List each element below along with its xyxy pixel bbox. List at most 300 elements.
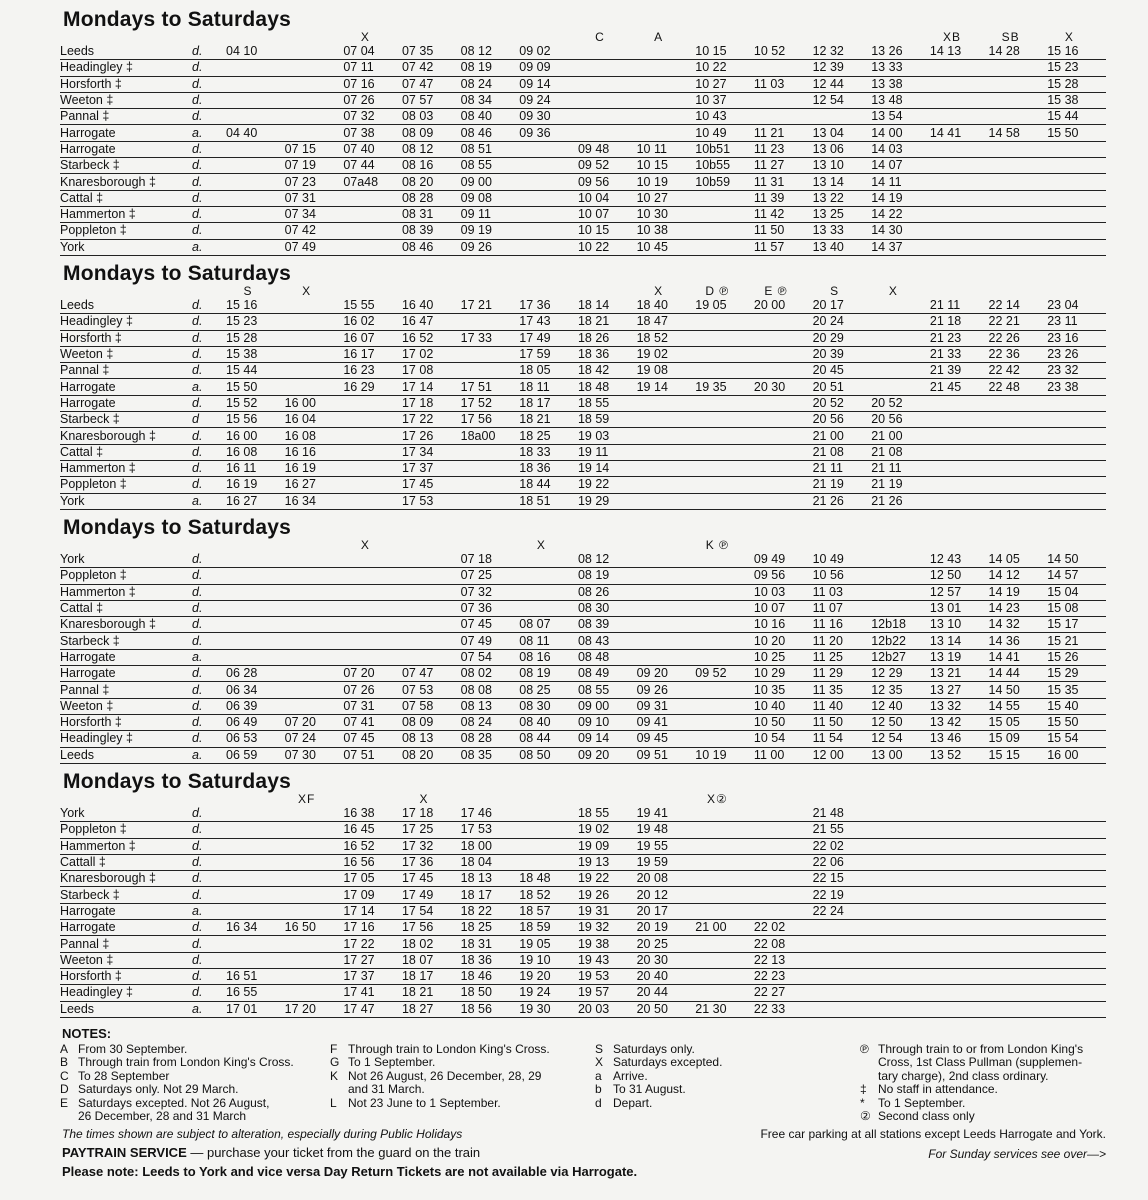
time-cell: 18 02 (402, 936, 461, 952)
time-cell: 14 50 (989, 682, 1048, 698)
arrive-depart: d. (192, 444, 226, 460)
time-cell: 18 11 (519, 379, 578, 395)
notes-column-2 (330, 1043, 580, 1110)
time-cell: 20 17 (637, 903, 696, 919)
arrive-depart: d. (192, 714, 226, 730)
time-cell (578, 76, 637, 92)
time-cell: 17 05 (343, 871, 402, 887)
time-cell (637, 395, 696, 411)
time-cell (989, 1001, 1048, 1017)
note-text: and 31 March. (348, 1082, 425, 1097)
time-cell: 17 36 (519, 298, 578, 314)
time-cell: 12 40 (871, 698, 930, 714)
table-row (60, 141, 1106, 157)
time-cell: 17 52 (461, 395, 520, 411)
arrive-depart: d. (192, 141, 226, 157)
time-cell (989, 493, 1048, 509)
time-cell: 13 40 (813, 239, 872, 255)
time-cell: 13 04 (813, 125, 872, 141)
time-cell: 19 22 (578, 477, 637, 493)
section-title: Mondays to Saturdays (63, 516, 292, 539)
station-name: Harrogate (60, 125, 192, 141)
time-cell: 17 22 (343, 936, 402, 952)
time-cell: 07 40 (343, 141, 402, 157)
time-cell: 19 29 (578, 493, 637, 509)
time-cell: 07 57 (402, 92, 461, 108)
table-row (60, 444, 1106, 460)
time-cell (285, 584, 344, 600)
time-cell: 14 05 (989, 552, 1048, 568)
time-cell: 18 14 (578, 298, 637, 314)
time-cell: 11 40 (813, 698, 872, 714)
station-name: Headingley ‡ (60, 731, 192, 747)
station-name: Cattal ‡ (60, 444, 192, 460)
time-cell: 11 23 (754, 141, 813, 157)
time-cell: 10 07 (578, 206, 637, 222)
time-cell (989, 141, 1048, 157)
time-cell: 18 21 (519, 412, 578, 428)
time-cell (226, 806, 285, 822)
time-cell (930, 444, 989, 460)
time-cell: 09 09 (519, 60, 578, 76)
time-cell (285, 633, 344, 649)
time-cell: 10 30 (637, 206, 696, 222)
time-cell (695, 493, 754, 509)
time-cell (871, 584, 930, 600)
station-name: Starbeck ‡ (60, 633, 192, 649)
table-row (60, 158, 1106, 174)
note-key: ‡ (860, 1082, 867, 1097)
time-cell (989, 223, 1048, 239)
arrive-depart: d. (192, 206, 226, 222)
time-cell (930, 239, 989, 255)
time-cell: 13 14 (813, 174, 872, 190)
time-cell: 19 24 (519, 985, 578, 1001)
time-cell: 08 30 (519, 698, 578, 714)
note-text: Saturdays excepted. (613, 1055, 723, 1070)
time-cell: 18 26 (578, 330, 637, 346)
table-row (60, 395, 1106, 411)
time-cell (637, 493, 696, 509)
time-cell: 11 39 (754, 190, 813, 206)
train-code: X② (706, 792, 728, 806)
note-key: A (60, 1042, 69, 1056)
time-cell: 07 49 (461, 633, 520, 649)
time-cell (930, 158, 989, 174)
time-cell (989, 871, 1048, 887)
station-name: Pannal ‡ (60, 936, 192, 952)
time-cell (285, 617, 344, 633)
time-cell: 10 20 (754, 633, 813, 649)
time-cell (989, 968, 1048, 984)
time-cell: 16 47 (402, 314, 461, 330)
time-cell: 15 23 (1047, 60, 1106, 76)
time-cell: 08 07 (519, 617, 578, 633)
time-cell: 10 40 (754, 698, 813, 714)
time-cell: 18 36 (578, 346, 637, 362)
time-cell: 07 58 (402, 698, 461, 714)
station-name: Headingley ‡ (60, 314, 192, 330)
time-cell: 17 14 (402, 379, 461, 395)
time-cell: 09 08 (461, 190, 520, 206)
table-row (60, 76, 1106, 92)
time-cell: 12 44 (813, 76, 872, 92)
time-cell: 19 05 (695, 298, 754, 314)
time-cell: 13 52 (930, 747, 989, 763)
time-cell: 06 34 (226, 682, 285, 698)
time-cell: 21 00 (871, 428, 930, 444)
note-item (60, 1043, 330, 1056)
time-cell (1047, 903, 1106, 919)
time-cell: 20 17 (813, 298, 872, 314)
time-cell (637, 568, 696, 584)
table-row (60, 985, 1106, 1001)
time-cell (226, 838, 285, 854)
time-cell: 13 10 (813, 158, 872, 174)
time-cell: 17 54 (402, 903, 461, 919)
time-cell: 21 18 (930, 314, 989, 330)
time-cell: 20 44 (637, 985, 696, 1001)
time-cell: 17 49 (402, 887, 461, 903)
table-row (60, 428, 1106, 444)
time-cell (1047, 952, 1106, 968)
time-cell: 20 45 (813, 363, 872, 379)
time-cell: 15 21 (1047, 633, 1106, 649)
time-cell: 08 39 (578, 617, 637, 633)
time-cell (1047, 806, 1106, 822)
note-key (860, 1070, 878, 1083)
time-cell: 12 54 (871, 731, 930, 747)
time-cell (637, 584, 696, 600)
time-cell (871, 887, 930, 903)
time-cell (519, 206, 578, 222)
station-name: Knaresborough ‡ (60, 871, 192, 887)
section-title: Mondays to Saturdays (63, 262, 292, 285)
time-cell: 19 02 (578, 822, 637, 838)
timetable-section (60, 262, 1106, 512)
time-cell: 07 16 (343, 76, 402, 92)
time-cell (989, 460, 1048, 476)
time-cell (1047, 968, 1106, 984)
time-cell (1047, 444, 1106, 460)
arrive-depart: a. (192, 125, 226, 141)
time-cell (930, 109, 989, 125)
station-name: Hammerton ‡ (60, 460, 192, 476)
time-cell (578, 109, 637, 125)
time-cell (285, 903, 344, 919)
time-cell: 07 32 (461, 584, 520, 600)
time-cell (461, 444, 520, 460)
time-cell: 10b51 (695, 141, 754, 157)
time-cell: 17 45 (402, 871, 461, 887)
time-cell: 22 24 (813, 903, 872, 919)
time-cell: 22 15 (813, 871, 872, 887)
station-name: York (60, 806, 192, 822)
time-cell (871, 952, 930, 968)
time-cell (226, 190, 285, 206)
time-cell: 21 26 (871, 493, 930, 509)
time-cell: 17 34 (402, 444, 461, 460)
time-cell: 09 56 (754, 568, 813, 584)
time-cell: 18 17 (461, 887, 520, 903)
time-cell (930, 854, 989, 870)
time-cell: 15 28 (1047, 76, 1106, 92)
time-cell: 08 30 (578, 600, 637, 616)
time-cell (989, 822, 1048, 838)
time-cell: 20 00 (754, 298, 813, 314)
time-cell: 14 28 (989, 44, 1048, 60)
time-cell (343, 395, 402, 411)
station-name: Harrogate (60, 141, 192, 157)
note-text: Through train from London King's Cross. (78, 1055, 294, 1070)
time-cell: 10 49 (813, 552, 872, 568)
station-name: Leeds (60, 44, 192, 60)
train-code: D ℗ (705, 284, 730, 298)
time-cell: 19 59 (637, 854, 696, 870)
time-cell: 20 39 (813, 346, 872, 362)
time-cell: 07 26 (343, 92, 402, 108)
notes-column-3 (595, 1043, 845, 1110)
time-cell: 21 30 (695, 1001, 754, 1017)
time-cell: 18 21 (578, 314, 637, 330)
station-name: Knaresborough ‡ (60, 428, 192, 444)
time-cell (285, 314, 344, 330)
time-cell: 13 38 (871, 76, 930, 92)
time-cell: 10b59 (695, 174, 754, 190)
day-return-notice: Please note: Leeds to York and vice versa Day Return Tickets are not available via Harrogate. (62, 1164, 638, 1179)
time-cell: 18 33 (519, 444, 578, 460)
time-cell: 16 00 (226, 428, 285, 444)
train-code: SB (1001, 30, 1020, 44)
time-cell: 19 10 (519, 952, 578, 968)
section-title: Mondays to Saturdays (63, 8, 292, 31)
time-cell: 14 22 (871, 206, 930, 222)
time-cell: 10 11 (637, 141, 696, 157)
time-cell: 08 46 (402, 239, 461, 255)
time-cell (578, 60, 637, 76)
time-cell: 10 15 (637, 158, 696, 174)
arrive-depart: a. (192, 239, 226, 255)
station-name: Leeds (60, 298, 192, 314)
time-cell (930, 493, 989, 509)
time-cell (343, 460, 402, 476)
time-cell (754, 395, 813, 411)
time-cell (285, 60, 344, 76)
arrive-depart: d. (192, 346, 226, 362)
note-text: From 30 September. (78, 1042, 188, 1056)
time-cell (695, 314, 754, 330)
time-cell: 12 00 (813, 747, 872, 763)
time-cell (226, 158, 285, 174)
table-row (60, 412, 1106, 428)
time-cell: 16 55 (226, 985, 285, 1001)
time-cell: 11 42 (754, 206, 813, 222)
time-cell (637, 617, 696, 633)
time-cell: 21 11 (871, 460, 930, 476)
time-cell (871, 920, 930, 936)
table-row (60, 936, 1106, 952)
time-cell: 18 46 (461, 968, 520, 984)
time-cell: 08 55 (461, 158, 520, 174)
time-cell: 11 00 (754, 747, 813, 763)
time-cell (989, 158, 1048, 174)
time-cell: 22 14 (989, 298, 1048, 314)
time-cell: 20 52 (871, 395, 930, 411)
arrive-depart: d. (192, 822, 226, 838)
time-cell: 15 05 (989, 714, 1048, 730)
time-cell: 10 16 (754, 617, 813, 633)
time-cell: 07 35 (402, 44, 461, 60)
time-cell: 17 02 (402, 346, 461, 362)
time-cell: 21 11 (930, 298, 989, 314)
time-cell: 16 23 (343, 363, 402, 379)
time-cell (637, 552, 696, 568)
time-cell: 22 06 (813, 854, 872, 870)
time-cell: 08 12 (578, 552, 637, 568)
time-cell (343, 649, 402, 665)
arrive-depart: d. (192, 92, 226, 108)
arrive-depart: d. (192, 428, 226, 444)
time-cell (343, 552, 402, 568)
time-cell: 23 04 (1047, 298, 1106, 314)
time-cell: 21 26 (813, 493, 872, 509)
time-cell: 13 54 (871, 109, 930, 125)
station-name: Weeton ‡ (60, 346, 192, 362)
time-cell: 06 49 (226, 714, 285, 730)
time-cell: 19 35 (695, 379, 754, 395)
paytrain-text: — purchase your ticket from the guard on the train (186, 1145, 481, 1160)
time-cell (285, 838, 344, 854)
time-cell: 06 59 (226, 747, 285, 763)
time-cell: 08 40 (461, 109, 520, 125)
time-cell (754, 363, 813, 379)
time-cell: 11 25 (813, 649, 872, 665)
time-cell: 14 36 (989, 633, 1048, 649)
table-row (60, 330, 1106, 346)
time-cell: 08 19 (461, 60, 520, 76)
time-cell (519, 822, 578, 838)
time-cell (695, 633, 754, 649)
note-key: * (860, 1095, 865, 1110)
station-name: Hammerton ‡ (60, 206, 192, 222)
station-name: York (60, 552, 192, 568)
time-cell: 20 30 (754, 379, 813, 395)
time-cell: 07 45 (461, 617, 520, 633)
time-cell: 12 54 (813, 92, 872, 108)
train-codes-row (60, 284, 1106, 298)
table-row (60, 698, 1106, 714)
arrive-depart: d. (192, 395, 226, 411)
time-cell: 07 20 (343, 666, 402, 682)
note-key: B (60, 1055, 69, 1070)
time-cell: 09 00 (461, 174, 520, 190)
time-cell (226, 568, 285, 584)
note-key: b (595, 1082, 602, 1097)
time-cell (226, 617, 285, 633)
time-cell: 09 56 (578, 174, 637, 190)
time-cell: 07 49 (285, 239, 344, 255)
time-cell: 08 24 (461, 76, 520, 92)
time-cell: 08 13 (461, 698, 520, 714)
time-cell (285, 44, 344, 60)
arrive-depart: d. (192, 363, 226, 379)
time-cell (930, 936, 989, 952)
table-row (60, 174, 1106, 190)
time-cell (1047, 190, 1106, 206)
time-cell (1047, 985, 1106, 1001)
time-cell: 20 29 (813, 330, 872, 346)
time-cell: 08 24 (461, 714, 520, 730)
station-name: Horsforth ‡ (60, 968, 192, 984)
time-cell: 07 04 (343, 44, 402, 60)
time-cell: 17 43 (519, 314, 578, 330)
note-item (60, 1097, 330, 1110)
time-cell (1047, 206, 1106, 222)
time-cell: 13 14 (930, 633, 989, 649)
time-cell: 18 57 (519, 903, 578, 919)
time-cell (695, 822, 754, 838)
time-cell: 09 20 (578, 747, 637, 763)
time-cell (695, 887, 754, 903)
time-cell (343, 584, 402, 600)
time-cell: 08 25 (519, 682, 578, 698)
time-cell (989, 806, 1048, 822)
time-cell (754, 887, 813, 903)
time-cell (285, 968, 344, 984)
time-cell (343, 239, 402, 255)
time-cell: 12 29 (871, 666, 930, 682)
time-cell: 18 42 (578, 363, 637, 379)
time-cell (695, 649, 754, 665)
time-cell: 18 52 (637, 330, 696, 346)
station-name: Pannal ‡ (60, 682, 192, 698)
time-cell (989, 76, 1048, 92)
time-cell (871, 806, 930, 822)
time-cell (226, 584, 285, 600)
time-cell: 08 44 (519, 731, 578, 747)
time-cell: 19 14 (578, 460, 637, 476)
time-cell (930, 920, 989, 936)
parking-notice: Free car parking at all stations except Leeds Harrogate and York. (760, 1127, 1106, 1141)
time-cell (754, 60, 813, 76)
time-cell: 19 20 (519, 968, 578, 984)
time-cell: 13 33 (871, 60, 930, 76)
arrive-depart: d. (192, 460, 226, 476)
time-cell: 13 32 (930, 698, 989, 714)
time-cell (402, 552, 461, 568)
timetable-section (60, 8, 1106, 258)
time-cell: 17 53 (461, 822, 520, 838)
time-cell: 10 56 (813, 568, 872, 584)
table-row (60, 838, 1106, 854)
note-key: d (595, 1095, 602, 1110)
time-cell: 17 53 (402, 493, 461, 509)
time-cell (754, 460, 813, 476)
table-row (60, 1001, 1106, 1017)
time-cell (1047, 141, 1106, 157)
time-cell: 09 49 (754, 552, 813, 568)
time-cell (461, 314, 520, 330)
notes-heading: NOTES: (62, 1026, 112, 1041)
time-cell: 08 02 (461, 666, 520, 682)
station-name: York (60, 493, 192, 509)
time-cell: 14 11 (871, 174, 930, 190)
table-row (60, 314, 1106, 330)
timetable-table (60, 806, 1106, 1018)
time-cell: 11 21 (754, 125, 813, 141)
station-name: Harrogate (60, 649, 192, 665)
time-cell: 15 55 (343, 298, 402, 314)
